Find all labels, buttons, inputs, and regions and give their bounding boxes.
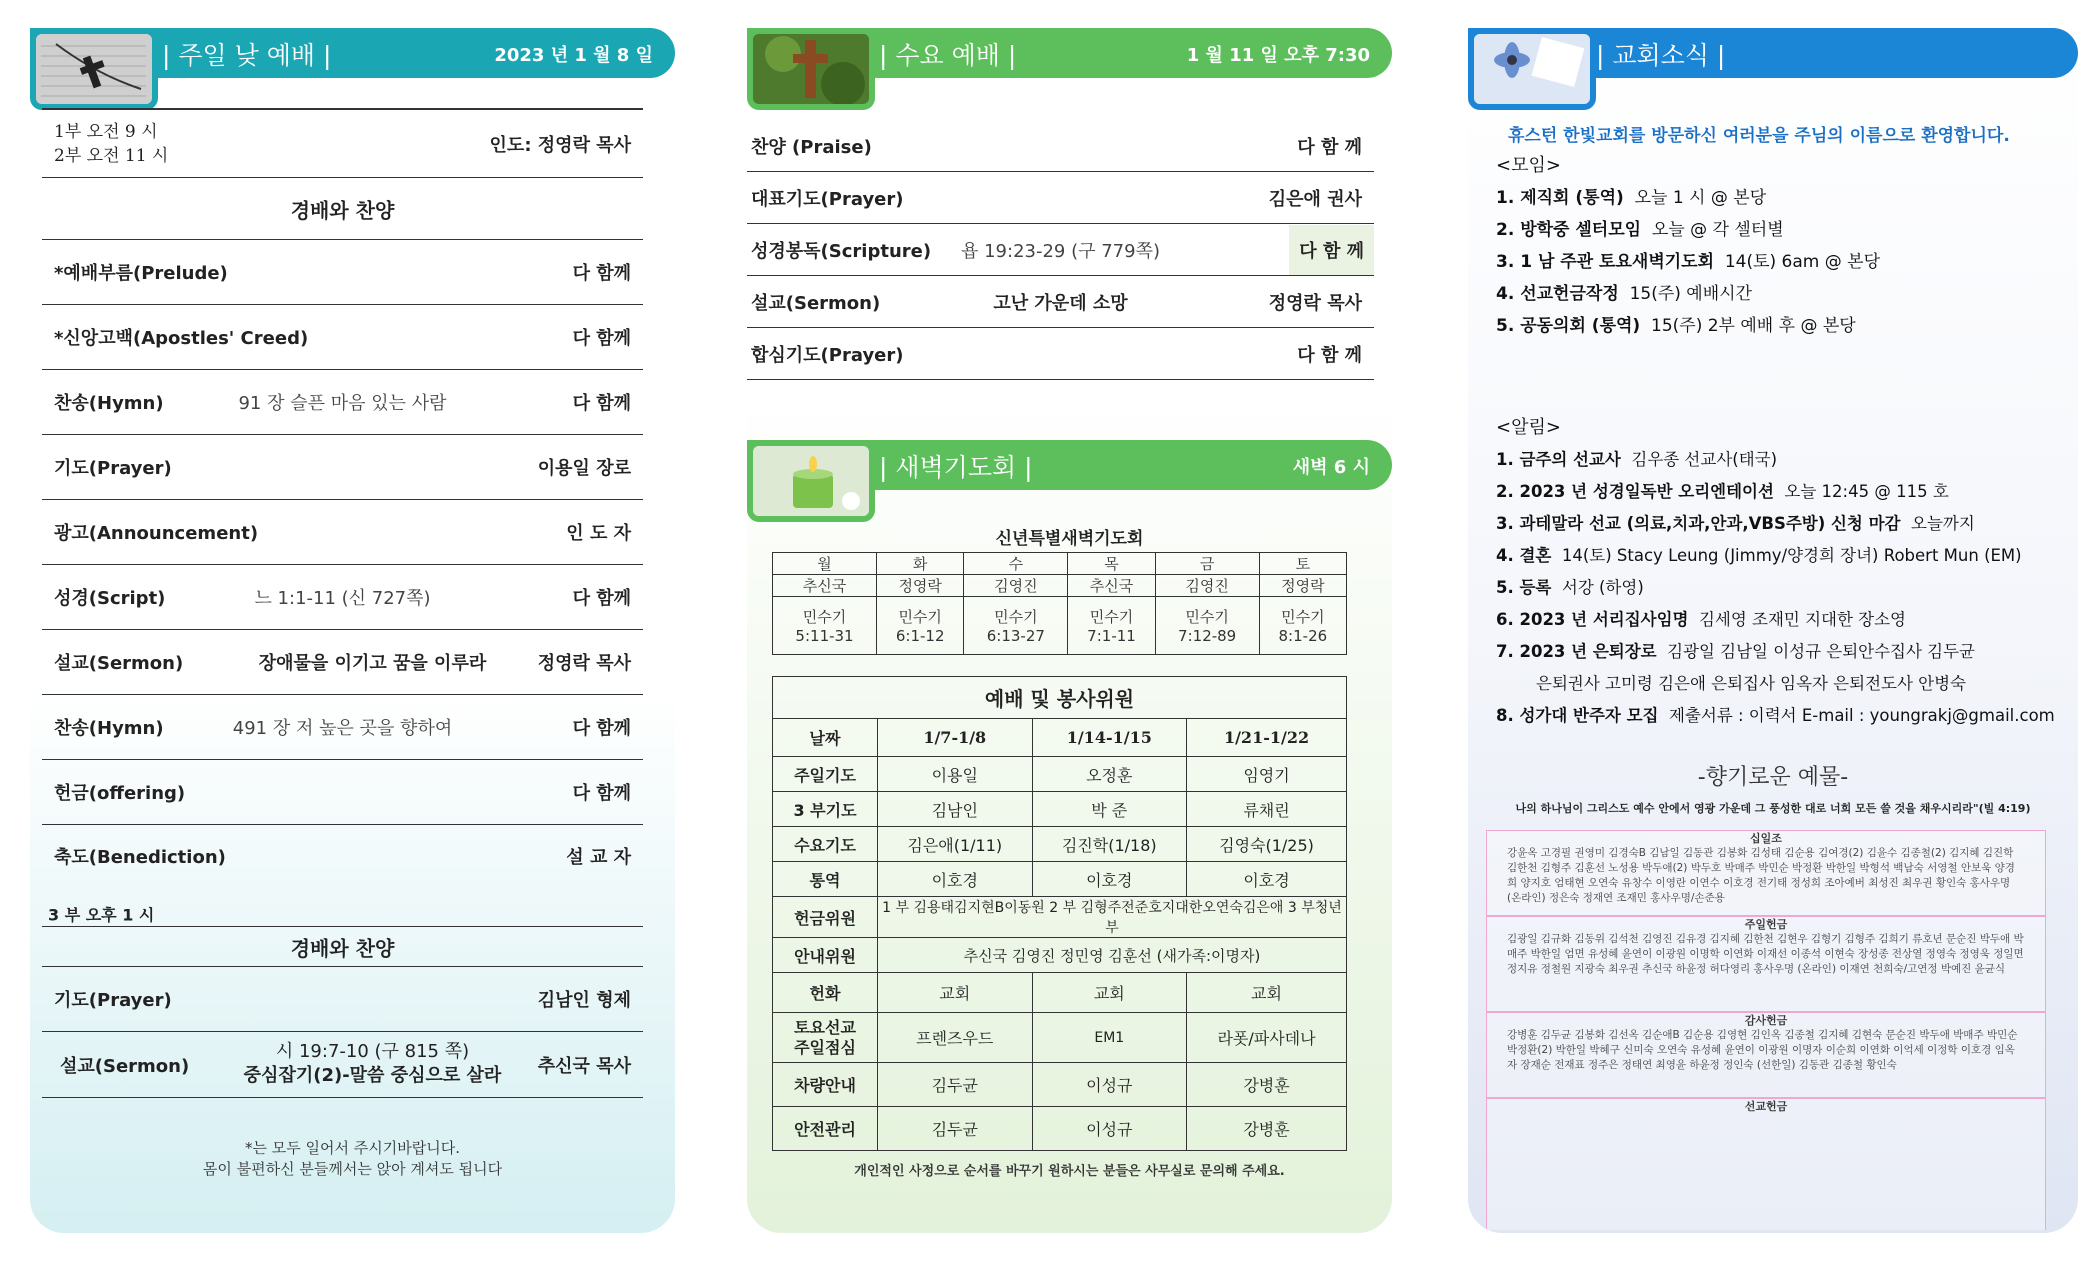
tithe-block [1486, 830, 2046, 916]
table-cell: 이성규 [1032, 1063, 1187, 1107]
order-person: 다 함께 [572, 783, 631, 804]
table-cell: 임영기 [1187, 757, 1347, 792]
dawn-schedule-table [772, 552, 1347, 655]
section-heading-row [42, 927, 643, 967]
order-label: 헌금(offering) [54, 783, 186, 804]
item-detail: 오늘까지 [1911, 514, 1975, 533]
wednesday-panel [747, 28, 1392, 1233]
order-label: 합심기도(Prayer) [751, 344, 904, 366]
table-cell: 오정훈 [1032, 757, 1187, 792]
verse-range: 7:1-11 [1087, 627, 1136, 645]
book-name: 민수기 [1185, 608, 1229, 626]
row-label: 3 부기도 [773, 792, 878, 827]
wednesday-order [747, 120, 1374, 380]
order-row [747, 120, 1374, 172]
item-detail: 14(토) 6am @ 본당 [1724, 252, 1880, 272]
leader-cell: 김영진 [964, 575, 1068, 597]
order-row [42, 630, 643, 695]
row-label: 안내위원 [773, 938, 878, 973]
verse-range: 7:12-89 [1178, 627, 1237, 645]
row-label: 안전관리 [773, 1107, 878, 1151]
order-row [747, 224, 1374, 276]
item-title: 4. 결혼 [1496, 546, 1552, 565]
order-label: 성경봉독(Scripture) [751, 240, 932, 262]
scripture-cell [773, 597, 877, 655]
order-person: 다 함께 [572, 588, 631, 609]
order-row [42, 370, 643, 435]
tithe-heading: 십일조 [1750, 832, 1782, 845]
sunday-title: | 주일 낮 예배 | [162, 41, 332, 70]
item-detail: 오늘 @ 각 셀터별 [1651, 220, 1784, 240]
verse-range: 8:1-26 [1278, 627, 1328, 645]
item-detail: 제출서류 : 이력서 E-mail : youngrakj@gmail.com [1669, 706, 2055, 725]
cross-necklace-icon [36, 34, 152, 104]
table-cell: 류채린 [1187, 792, 1347, 827]
order-label: *신앙고백(Apostles' Creed) [54, 328, 309, 349]
verse-range: 6:1-12 [895, 627, 945, 645]
order-row [42, 565, 643, 630]
row-label: 주일기도 [773, 757, 878, 792]
row-label: 통역 [773, 862, 878, 897]
column-header: 1/14-1/15 [1032, 719, 1187, 757]
table-cell: 강병훈 [1187, 1107, 1347, 1151]
scripture-cell [1068, 597, 1155, 655]
order-label: 성경(Script) [54, 588, 166, 609]
item-title: 8. 성가대 반주자 모집 [1496, 706, 1659, 725]
item-detail: 14(토) Stacy Leung (Jimmy/양경희 장녀) Robert Mun (EM) [1561, 546, 2022, 565]
list-item [1496, 668, 2058, 700]
order-person: 김남인 형제 [537, 990, 631, 1011]
book-name: 민수기 [1281, 608, 1325, 626]
book-name: 민수기 [994, 608, 1038, 626]
order-row [747, 172, 1374, 224]
order-row [42, 1032, 643, 1098]
list-item [1496, 636, 2058, 668]
notices-list [1496, 412, 2058, 732]
item-title: 7. 2023 년 은퇴장로 [1496, 642, 1657, 661]
session-3: 3 부 오후 1 시 [48, 905, 155, 925]
table-cell: 김영숙(1/25) [1187, 827, 1347, 862]
meetings-heading: <모임> [1496, 155, 1561, 176]
item-title: 3. 과테말라 선교 (의료,치과,안과,VBS주방) 신청 마감 [1496, 514, 1901, 533]
table-cell: 라폿/파사데나 [1187, 1013, 1347, 1063]
column-header: 날짜 [773, 719, 878, 757]
item-detail: 오늘 12:45 @ 115 호 [1784, 482, 1949, 501]
list-item [1496, 182, 2058, 214]
section-heading: 경배와 찬양 [290, 198, 395, 222]
order-label: 찬송(Hymn) [54, 393, 164, 414]
committee-title: 예배 및 봉사위원 [773, 677, 1347, 719]
day-cell: 수 [964, 553, 1068, 575]
sermon-title: 장애물을 이기고 꿈을 이루라 [258, 653, 487, 674]
order-label: 설교(Sermon) [54, 653, 184, 674]
order-person: 이용일 장로 [537, 458, 631, 479]
wooden-cross-icon [753, 34, 869, 104]
order-row [42, 760, 643, 825]
list-item [1496, 572, 2058, 604]
sunday-order [42, 108, 643, 1098]
order-detail: 느 1:1-11 (신 727쪽) [254, 588, 431, 609]
notices-heading: <알림> [1496, 417, 1561, 438]
thanks-offering-block [1486, 1012, 2046, 1098]
session-1: 1부 오전 9 시 [54, 122, 158, 142]
table-cell: 프렌즈우드 [878, 1013, 1033, 1063]
note-line: *는 모두 일어서 주시기바랍니다. [245, 1139, 460, 1157]
sunday-worship-panel [30, 28, 675, 1233]
order-person: 다 함께 [572, 263, 631, 284]
row-label: 헌금위원 [773, 897, 878, 938]
sermon-title: 고난 가운데 소망 [993, 292, 1128, 314]
order-person: 다 함께 [572, 718, 631, 739]
table-cell: 교회 [878, 973, 1033, 1013]
table-cell: 이호경 [1187, 862, 1347, 897]
day-cell: 목 [1068, 553, 1155, 575]
list-item [1496, 604, 2058, 636]
item-title: 5. 등록 [1496, 578, 1552, 597]
table-cell: EM1 [1032, 1013, 1187, 1063]
order-person: 다 함께 [572, 393, 631, 414]
order-row [747, 328, 1374, 380]
item-title: 2. 2023 년 성경일독반 오리엔테이션 [1496, 482, 1774, 501]
tithe-names: 강윤옥 고경필 권영미 김경숙B 김남일 김동관 김봉화 김성태 김순용 김여경(2) 김윤수 김종철(2) 김지혜 김진학 김한천 김형주 김훈선 노성용 박두애(2) 박두호 박매주 박민순 박정환 박한일 박형석 백남숙 서영철 안보욱 양경희 양지호 엄태현 오연숙 유창수 이영란 이연수 이호경 전기태 정성희 조아예버 최성진 최우권 황인숙 홍사우명 (온라인) 정은숙 정재연 조재민 홍사우명/손준용 [1507, 847, 2015, 904]
sunday-offering-heading: 주일헌금 [1744, 918, 1788, 931]
table-cell: 김남인 [878, 792, 1033, 827]
leader-cell: 추신국 [1068, 575, 1155, 597]
contact-note: 개인적인 사정으로 순서를 바꾸기 원하시는 분들은 사무실로 문의해 주세요. [854, 1164, 1285, 1179]
candle-icon [753, 446, 869, 516]
table-cell: 강병훈 [1187, 1063, 1347, 1107]
order-label: 기도(Prayer) [54, 458, 172, 479]
order-row [42, 435, 643, 500]
wednesday-title: | 수요 예배 | [879, 41, 1017, 70]
sunday-offering-names: 김광일 김규화 김동위 김석천 김영진 김유경 김지혜 김한천 김현우 김형기 김형주 김희기 류호년 문순진 박두애 박매주 박한일 엄면 유성혜 윤연이 이광원 이명학 이연화 이재선 이종석 이현숙 장성종 전상열 정영숙 정영욱 정일면 정지유 정철원 지광숙 최우권 추신국 하윤정 허다영리 홍사우명 (온라인) 이재연 천희숙/고연정 박예진 윤균식 [1507, 933, 2024, 975]
sunday-offering-block [1486, 916, 2046, 1012]
order-person: 정영락 목사 [537, 653, 631, 674]
item-detail: 은퇴권사 고미령 김은애 은퇴집사 임옥자 은퇴전도사 안병숙 [1536, 674, 1966, 693]
order-row [42, 240, 643, 305]
order-row [42, 967, 643, 1032]
thanks-offering-names: 강병훈 김두균 김봉화 김선옥 김순애B 김순용 김영현 김인옥 김종철 김지혜 김현숙 문순진 박두애 박매주 박민순 박정환(2) 박한일 박혜구 신미숙 오연숙 유성혜 윤연이 이광원 이명자 이순희 이연화 이억세 이정학 이호경 임옥자 장재순 전재표 정주은 정태연 최영윤 하윤정 정인숙 (선한일) 김동관 김종철 황인숙 [1507, 1029, 2018, 1071]
news-title: | 교회소식 | [1596, 41, 1726, 70]
column-header: 1/21-1/22 [1187, 719, 1347, 757]
item-title: 6. 2023 년 서리집사임명 [1496, 610, 1689, 629]
order-label: *예배부름(Prelude) [54, 263, 228, 284]
scripture-cell [964, 597, 1068, 655]
order-person: 다 함 께 [1297, 136, 1362, 158]
mission-offering-block [1486, 1098, 2046, 1230]
order-row [42, 695, 643, 760]
usher-committee: 추신국 김영진 정민영 김훈선 (새가족:이명자) [878, 938, 1347, 973]
table-cell: 이호경 [878, 862, 1033, 897]
leader-cell: 추신국 [773, 575, 877, 597]
order-label: 찬양 (Praise) [751, 136, 872, 158]
list-item [1496, 246, 2058, 278]
order-person: 김은애 권사 [1268, 188, 1362, 210]
mission-offering-heading: 선교헌금 [1744, 1100, 1788, 1113]
wooden-cross-photo [747, 28, 875, 110]
day-cell: 화 [877, 553, 964, 575]
leader-cell: 김영진 [1155, 575, 1259, 597]
sermon-title: 중심잡기(2)-말씀 중심으로 살라 [243, 1065, 502, 1086]
table-cell: 교회 [1032, 973, 1187, 1013]
order-row [42, 305, 643, 370]
book-name: 민수기 [898, 608, 942, 626]
row-label: 헌화 [773, 973, 878, 1013]
order-label: 대표기도(Prayer) [751, 188, 904, 210]
table-cell: 김은애(1/11) [878, 827, 1033, 862]
church-news-panel [1468, 28, 2078, 1233]
service-leader: 인도: 정영락 목사 [489, 134, 631, 156]
session-row [42, 110, 643, 178]
order-person: 다 함께 [572, 328, 631, 349]
item-detail: 15(주) 예배시간 [1629, 284, 1752, 304]
verse-range: 5:11-31 [795, 627, 854, 645]
list-item [1496, 508, 2058, 540]
table-cell: 이호경 [1032, 862, 1187, 897]
book-name: 민수기 [802, 608, 847, 626]
order-label: 광고(Announcement) [54, 523, 259, 544]
table-cell: 김두균 [878, 1107, 1033, 1151]
item-title: 4. 선교헌금작정 [1496, 284, 1619, 304]
section-heading-row [42, 178, 643, 240]
list-item [1496, 214, 2058, 246]
row-label: 수요기도 [773, 827, 878, 862]
day-cell: 월 [773, 553, 877, 575]
order-detail: 91 장 슬픈 마음 있는 사람 [238, 393, 447, 414]
dawn-time: 새벽 6 시 [1292, 457, 1370, 478]
offering-heading: -향기로운 예물- [1697, 765, 1849, 790]
bible-photo [30, 28, 158, 110]
day-cell: 토 [1259, 553, 1346, 575]
row-label: 차량안내 [773, 1063, 878, 1107]
session-3-row [42, 887, 643, 927]
list-item [1496, 700, 2058, 732]
order-row [747, 276, 1374, 328]
verse-range: 6:13-27 [986, 627, 1045, 645]
session-2: 2부 오전 11 시 [54, 146, 169, 166]
scripture-cell [1259, 597, 1346, 655]
order-person: 설 교 자 [566, 847, 631, 868]
wednesday-time: 1 월 11 일 오후 7:30 [1186, 45, 1370, 66]
table-cell: 교회 [1187, 973, 1347, 1013]
list-item [1496, 540, 2058, 572]
item-title: 1. 금주의 선교사 [1496, 450, 1621, 469]
order-person: 다 함 께 [1297, 344, 1362, 366]
item-detail: 김세영 조재민 지대한 장소영 [1698, 610, 1906, 629]
item-detail: 오늘 1 시 @ 본당 [1634, 188, 1767, 208]
order-person: 정영락 목사 [1268, 292, 1362, 314]
offering-verse: 나의 하나님이 그리스도 예수 안에서 영광 가운데 그 풍성한 대로 너희 모든 쓸 것을 채우시리라"(빌 4:19) [1515, 802, 2031, 815]
order-label: 기도(Prayer) [54, 990, 172, 1011]
order-detail: 욥 19:23-29 (구 779쪽) [960, 240, 1160, 262]
list-item [1496, 476, 2058, 508]
scripture-cell [877, 597, 964, 655]
item-title: 3. 1 남 주관 토요새벽기도회 [1496, 252, 1715, 272]
item-title: 1. 제직회 (통역) [1496, 188, 1624, 208]
list-item [1496, 278, 2058, 310]
order-label: 축도(Benediction) [54, 847, 226, 868]
leader-cell: 정영락 [877, 575, 964, 597]
welcome-message: 휴스턴 한빛교회를 방문하신 여러분을 주님의 이름으로 환영합니다. [1508, 126, 2010, 146]
column-header: 1/7-1/8 [878, 719, 1033, 757]
table-cell: 이용일 [878, 757, 1033, 792]
leader-cell: 정영락 [1259, 575, 1346, 597]
note-line: 몸이 불편하신 분들께서는 앉아 계셔도 됩니다 [202, 1160, 503, 1178]
sunday-date: 2023 년 1 월 8 일 [494, 45, 653, 66]
row-label: 토요선교 주일점심 [773, 1013, 878, 1063]
meetings-list [1496, 150, 2058, 342]
thanks-offering-heading: 감사헌금 [1744, 1014, 1788, 1027]
standing-note [30, 1138, 675, 1180]
order-person: 다 함 께 [1289, 225, 1374, 275]
order-label: 설교(Sermon) [751, 292, 881, 314]
section-heading: 경배와 찬양 [290, 936, 395, 960]
list-item [1496, 444, 2058, 476]
table-cell: 박 준 [1032, 792, 1187, 827]
table-cell: 김두균 [878, 1063, 1033, 1107]
order-person: 추신국 목사 [537, 1055, 631, 1077]
order-row [42, 825, 643, 887]
flower-card-icon [1474, 34, 1590, 104]
order-detail: 491 장 저 높은 곳을 향하여 [232, 718, 453, 739]
order-row [42, 500, 643, 565]
offering-committee: 1 부 김용태김지현B이동원 2 부 김형주전준호지대한오연숙김은애 3 부청년부 [878, 897, 1347, 938]
flower-photo [1468, 28, 1596, 110]
item-title: 2. 방학중 셀터모임 [1496, 220, 1642, 240]
item-detail: 서강 (하영) [1561, 578, 1644, 597]
table-cell: 김진학(1/18) [1032, 827, 1187, 862]
order-person: 인 도 자 [566, 523, 631, 544]
scripture-cell [1155, 597, 1259, 655]
dawn-title: | 새벽기도회 | [879, 453, 1033, 482]
day-cell: 금 [1155, 553, 1259, 575]
sermon-scripture: 시 19:7-10 (구 815 쪽) [275, 1041, 470, 1062]
item-detail: 김우종 선교사(태국) [1631, 450, 1778, 469]
order-label: 찬송(Hymn) [54, 718, 164, 739]
candle-photo [747, 440, 875, 522]
book-name: 민수기 [1089, 608, 1134, 626]
list-item [1496, 310, 2058, 342]
item-detail: 김광일 김남일 이성규 은퇴안수집사 김두균 [1667, 642, 1975, 661]
table-cell: 이성규 [1032, 1107, 1187, 1151]
order-label: 설교(Sermon) [60, 1055, 190, 1077]
item-detail: 15(주) 2부 예배 후 @ 본당 [1651, 316, 1856, 336]
item-title: 5. 공동의회 (통역) [1496, 316, 1641, 336]
dawn-table-title: 신년특별새벽기도회 [995, 529, 1144, 549]
committee-table [772, 676, 1347, 1151]
